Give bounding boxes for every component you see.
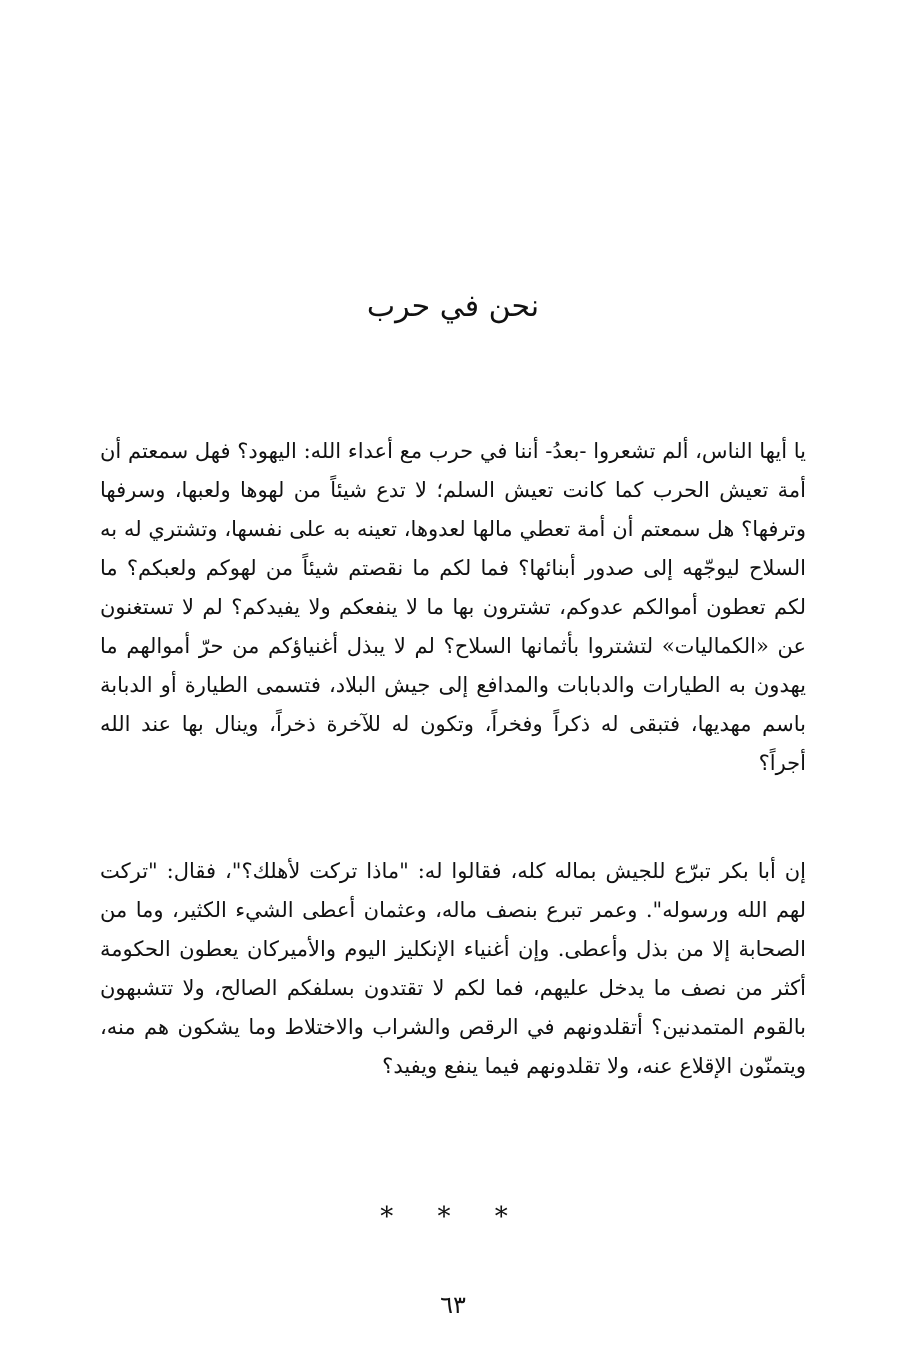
body-paragraph-2: إن أبا بكر تبرّع للجيش بماله كله، فقالوا له: "ماذا تركت لأهلك؟"، فقال: "تركت لهم الله ورسوله". وعمر تبرع بنصف ماله، وعثمان أعطى الشيء الكثير، وما من الصحابة إلا من بذل وأعطى. وإن أغنياء الإنكليز اليوم والأميركان يعطون الحكومة أكثر من نصف ما يدخل عليهم، فما لكم لا تقتدون بسلفكم الصالح، ولا تتشبهون بالقوم المتمدنين؟ أتقلدونهم في الرقص والشراب والاختلاط وما يشكون هم منه، ويتمنّون الإقلاع عنه، ولا تقلدونهم فيما ينفع ويفيد؟ <box>100 859 806 1078</box>
chapter-title: نحن في حرب <box>366 289 540 324</box>
section-separator: * * * <box>380 1202 526 1232</box>
body-paragraph-1: يا أيها الناس، ألم تشعروا -بعدُ- أننا في حرب مع أعداء الله: اليهود؟ فهل سمعتم أن أمة تعيش الحرب كما كانت تعيش السلم؛ لا تدع شيئاً من لهوها ولعبها، وسرفها وترفها؟ هل سمعتم أن أمة تعطي مالها لعدوها، تعينه به على نفسها، وتشتري له به السلاح ليوجّهه إلى صدور أبنائها؟ فما لكم ما نقصتم شيئاً من لهوكم ولعبكم؟ ما لكم تعطون أموالكم عدوكم، تشترون بها ما لا ينفعكم ولا يفيدكم؟ لم لا تستغنون عن «الكماليات» لتشتروا بأثمانها السلاح؟ لم لا يبذل أغنياؤكم من حرّ أموالهم ما يهدون به الطيارات والدبابات والمدافع إلى جيش البلاد، فتسمى الطيارة أو الدبابة باسم مهديها، فتبقى له ذكراً وفخراً، وتكون له للآخرة ذخراً، وينال بها عند الله أجراً؟ <box>100 439 806 775</box>
page-number: ٦٣ <box>440 1291 466 1319</box>
